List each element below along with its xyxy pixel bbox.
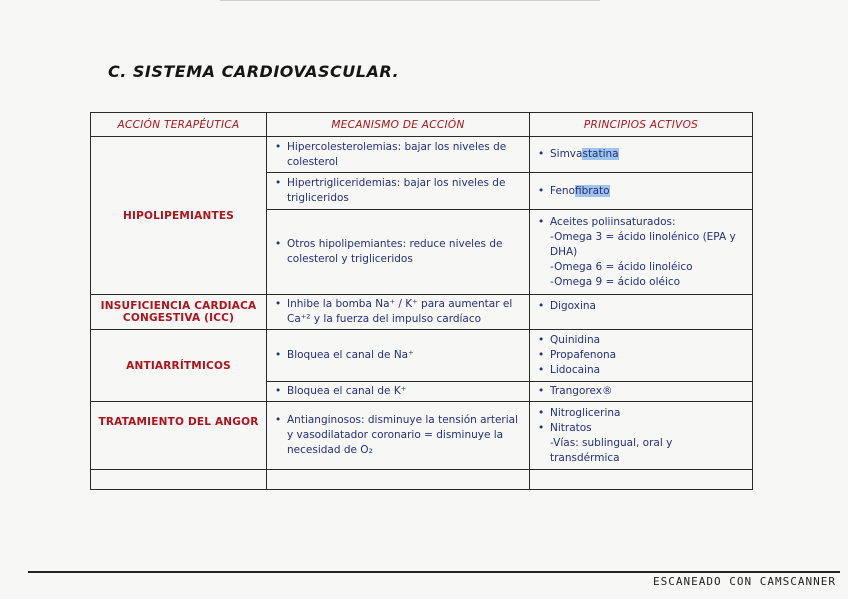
list-item: • Nitratos (536, 421, 746, 436)
highlighted-text: statina (582, 148, 619, 160)
sub-item: -Omega 9 = ácido oléico (550, 275, 681, 288)
list-item: • Otros hipolipemiantes: reduce niveles de colesterol y trigliceridos (273, 237, 523, 267)
list-item: • Hipercolesterolemias: bajar los niveles de colesterol (273, 140, 523, 170)
empty-cell (91, 470, 267, 490)
category-line: INSUFICIENCIA CARDIACA (100, 300, 257, 312)
list-item: • Inhibe la bomba Na⁺ / K⁺ para aumentar el Ca⁺² y la fuerza del impulso cardíaco (273, 297, 523, 327)
mecanismo-cell (267, 173, 530, 210)
list-item: • Propafenona (536, 348, 746, 363)
list-item: • Aceites poliinsaturados: (536, 215, 746, 230)
category-hipolipemiantes: HIPOLIPEMIANTES (91, 137, 267, 295)
category-angor: TRATAMIENTO DEL ANGOR (91, 402, 267, 470)
header-accion: ACCIÓN TERAPÉUTICA (91, 113, 267, 137)
category-line: CONGESTIVA (ICC) (122, 312, 235, 324)
list-item: • Digoxina (536, 299, 746, 314)
sub-item: -Omega 3 = ácido linolénico (EPA y DHA) (550, 230, 736, 258)
drug-table-container (90, 112, 754, 498)
table-row (91, 295, 753, 330)
principio-cell (530, 137, 753, 173)
empty-cell (530, 470, 753, 490)
list-item (536, 184, 746, 199)
header-principios: PRINCIPIOS ACTIVOS (530, 113, 753, 137)
list-item: • Bloquea el canal de Na⁺ (273, 348, 523, 363)
category-antiarritmicos: ANTIARRÍTMICOS (91, 330, 267, 402)
table-row (91, 137, 753, 173)
page-title: C. SISTEMA CARDIOVASCULAR. (108, 62, 400, 81)
list-item (536, 147, 746, 162)
list-item: • Antianginosos: disminuye la tensión arterial y vasodilatador coronario = disminuye la necesidad de O₂ (273, 413, 523, 458)
empty-row (91, 470, 753, 490)
list-item: • Lidocaina (536, 363, 746, 378)
mecanismo-cell (267, 382, 530, 402)
sub-item: -Omega 6 = ácido linoléico (550, 260, 693, 273)
list-item: • Bloquea el canal de K⁺ (273, 384, 523, 399)
list-item: • Quinidina (536, 333, 746, 348)
mecanismo-cell (267, 210, 530, 295)
mecanismo-cell (267, 402, 530, 470)
header-mecanismo: MECANISMO DE ACCIÓN (267, 113, 530, 137)
table-row (91, 330, 753, 382)
mecanismo-cell (267, 137, 530, 173)
scanner-watermark: ESCANEADO CON CAMSCANNER (653, 575, 836, 588)
principio-cell (530, 295, 753, 330)
sub-item: transdérmica (550, 451, 620, 464)
principio-cell (530, 173, 753, 210)
principio-cell (530, 210, 753, 295)
sub-item: -Vías: sublingual, oral y (550, 436, 673, 449)
header-row (91, 113, 753, 137)
mecanismo-cell (267, 330, 530, 382)
empty-cell (267, 470, 530, 490)
category-icc (91, 295, 267, 330)
list-item: • Hipertrigliceridemias: bajar los niveles de trigliceridos (273, 176, 523, 206)
principio-cell (530, 382, 753, 402)
list-item: • Trangorex® (536, 384, 746, 399)
highlighted-text: fibrato (575, 184, 610, 197)
drug-name-prefix: Simva (550, 148, 583, 160)
top-scan-edge (220, 0, 600, 1)
drug-table (90, 112, 753, 490)
drug-name-prefix: Feno (550, 184, 576, 197)
table-row (91, 402, 753, 470)
mecanismo-cell (267, 295, 530, 330)
principio-cell (530, 330, 753, 382)
principio-cell (530, 402, 753, 470)
list-item: • Nitroglicerina (536, 406, 746, 421)
bottom-rule (28, 571, 840, 573)
